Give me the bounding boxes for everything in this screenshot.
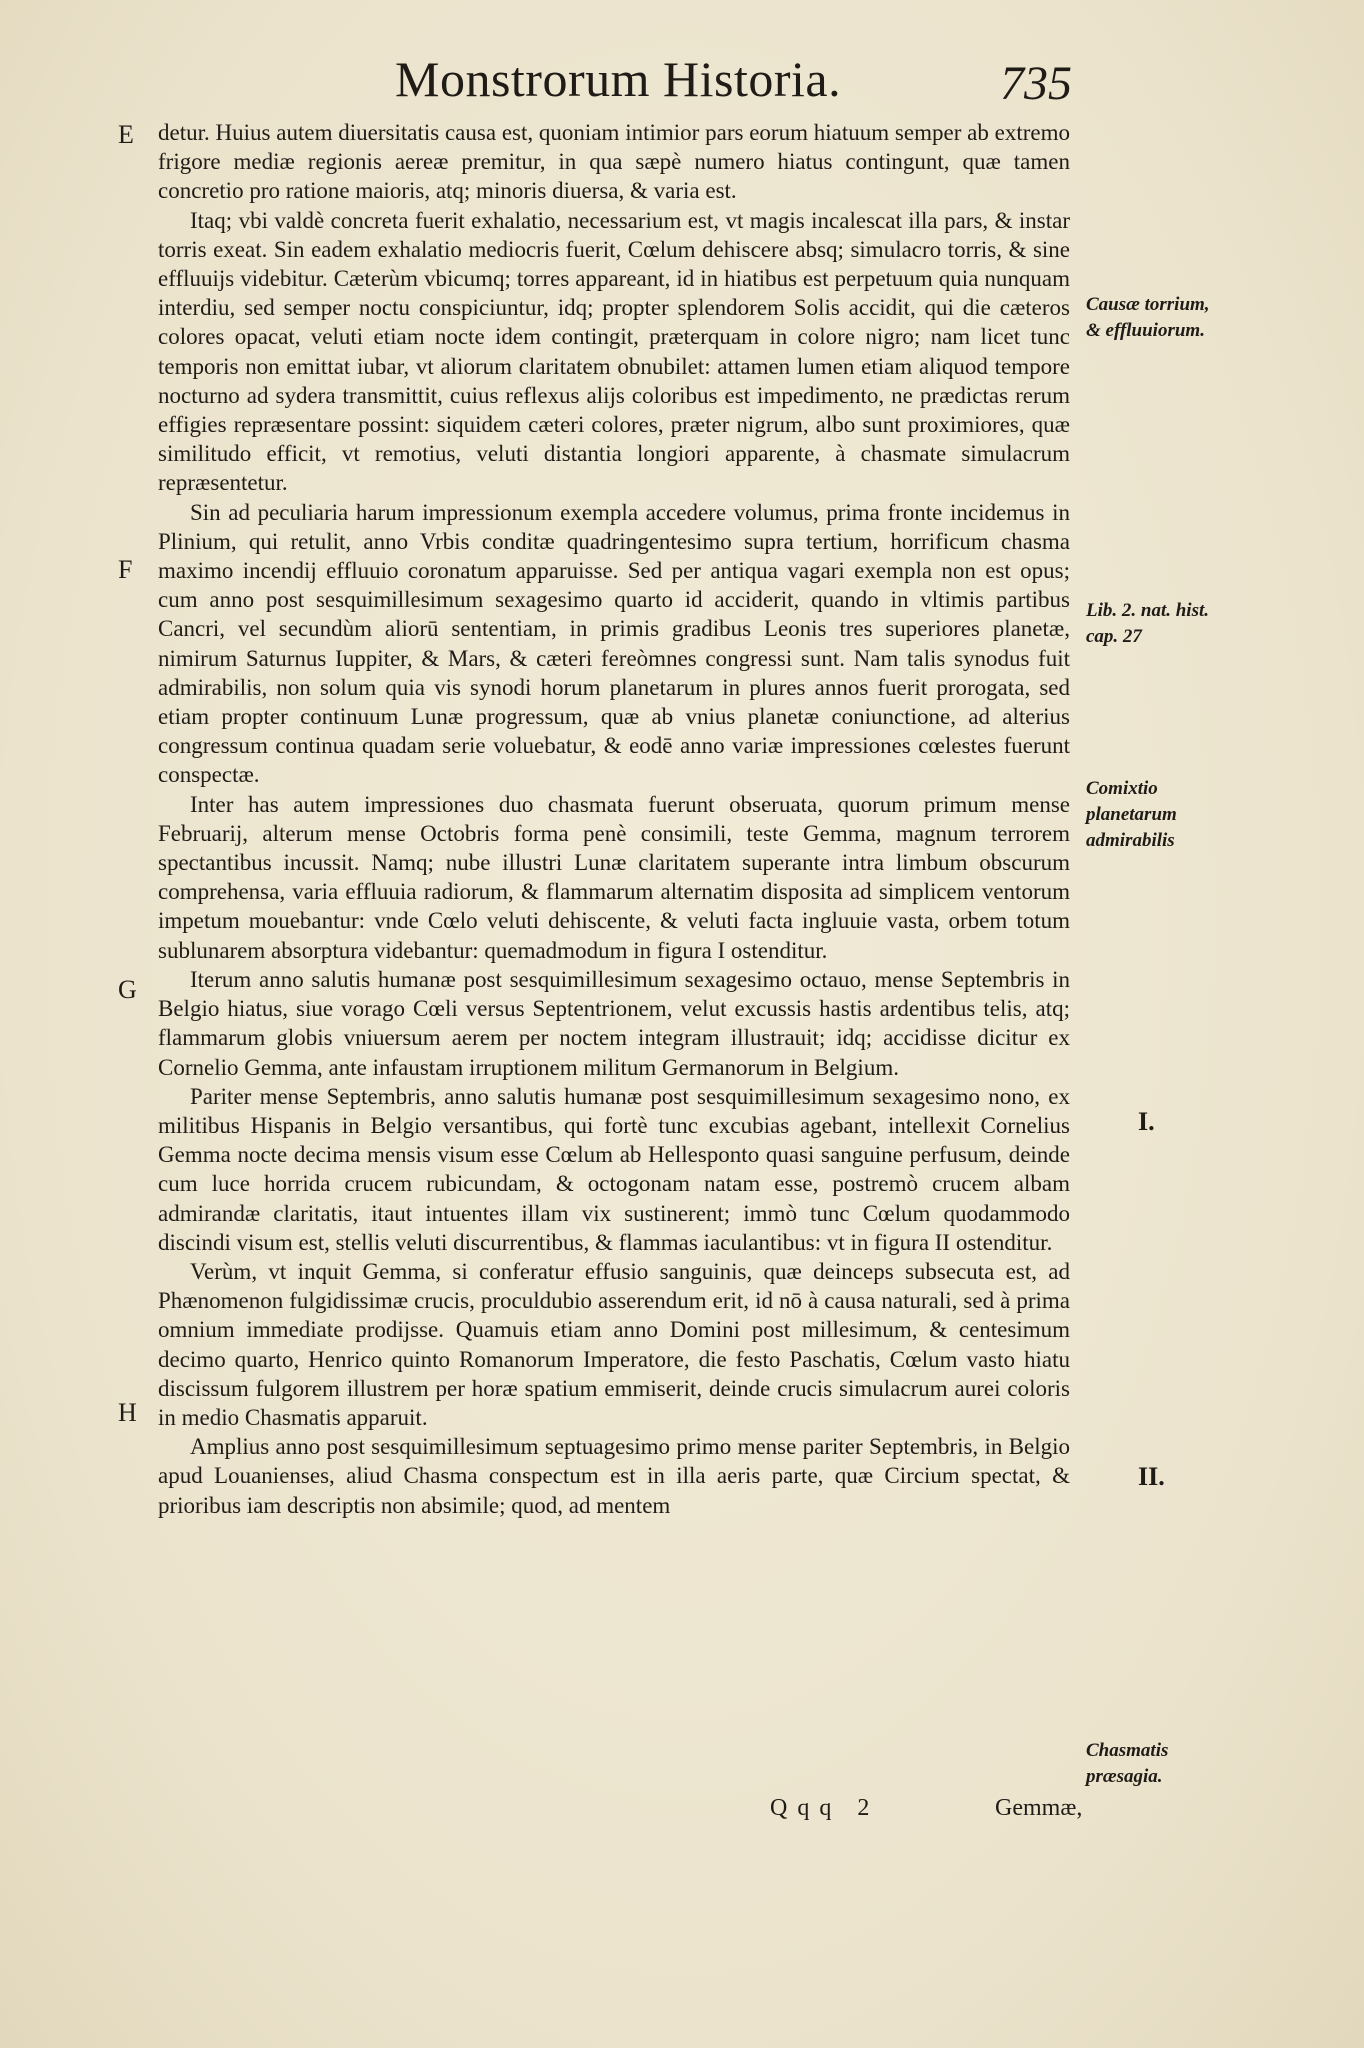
body-text bbox=[158, 118, 1070, 1520]
section-letter-e: E bbox=[118, 120, 134, 149]
paragraph: Itaq; vbi valdè concreta fuerit exhalatio, necessarium est, vt magis incalescat illa pars, & instar torris exeat. Sin eadem exhalatio mediocris fuerit, Cœlum dehiscere absq; simulacro torris, & sine effluuijs videbitur. Cæterùm vbicumq; torres appareant, id in hiatibus est perpetuum quia nunquam interdiu, sed semper noctu conspiciuntur, idq; propter splendorem Solis accidit, qui die cæteros colores opacat, veluti etiam nocte idem contingit, præterquam in colore nigro; nam licet tunc temporis non emittat iubar, vt aliorum claritatem obnubilet: attamen lumen etiam aliquod tempore nocturno ad sydera transmittit, cuius reflexus alijs coloribus est impedimento, ne prædictas rerum effigies repræsentare possint: siquidem cæteri colores, præter nigrum, albo sunt proximiores, quæ similitudo efficit, vt remotius, veluti distantia longiori apparente, à chasmate simulacrum repræsentetur. bbox=[158, 207, 1070, 496]
margin-note: Lib. 2. nat. hist. cap. 27 bbox=[1086, 600, 1209, 647]
paragraph: Iterum anno salutis humanæ post sesquimillesimum sexagesimo octauo, mense Septembris in Belgio hiatus, siue vorago Cœli versus Septentrionem, velut excussis hastis ardentibus telis, atq; flammarum globis vniuersum aerem per noctem integram illustrauit; idq; accidisse dicitur ex Cornelio Gemma, ante infaustam irruptionem militum Germanorum in Belgium. bbox=[158, 966, 1070, 1080]
margin-note: Chasmatis præsagia. bbox=[1086, 1740, 1169, 1787]
figure-reference: II. bbox=[1138, 1462, 1165, 1491]
section-letter-g: G bbox=[118, 975, 137, 1004]
section-letter-h: H bbox=[118, 1398, 137, 1427]
paragraph: Inter has autem impressiones duo chasmata fuerunt obseruata, quorum primum mense Februarij, alterum mense Octobris forma penè consimili, teste Gemma, magnum terrorem spectantibus incussit. Namq; nube illustri Lunæ claritatem superante intra limbum obscurum comprehensa, varia effluuia radiorum, & flammarum alternatim disposita ad simplicem ventorum impetum mouebantur: vnde Cœlo veluti dehiscente, & veluti facta ingluuie vasta, orbem totum sublunarem absorptura videbantur: quemadmodum in figura I ostenditur. bbox=[158, 791, 1070, 963]
section-letter-f: F bbox=[118, 555, 133, 584]
page-number: 735 bbox=[1000, 57, 1072, 110]
paragraph: detur. Huius autem diuersitatis causa est, quoniam intimior pars eorum hiatuum semper ab extremo frigore mediæ regionis aereæ premitur, in qua sæpè numero hiatus contingunt, quæ tamen concretio pro ratione maioris, atq; minoris diuersa, & varia est. bbox=[158, 120, 1070, 204]
paragraph: Verùm, vt inquit Gemma, si conferatur effusio sanguinis, quæ deinceps subsecuta est, ad Phænomenon fulgidissimæ crucis, proculdubio asserendum erit, id nō à causa naturali, sed à prima omnium immediate prodijsse. Quamuis etiam anno Domini post millesimum, & centesimum decimo quarto, Henrico quinto Romanorum Imperatore, die festo Paschatis, Cœlum vasto hiatu discissum fulgorem illustrem per horæ spatium emmiserit, deinde crucis simulacrum aurei coloris in medio Chasmatis apparuit. bbox=[158, 1258, 1070, 1430]
page-footer bbox=[0, 1795, 1364, 1835]
paragraph: Pariter mense Septembris, anno salutis humanæ post sesquimillesimum sexagesimo nono, ex militibus Hispanis in Belgio versantibus, qui fortè tunc excubias agebant, intellexit Cornelius Gemma nocte decima mensis visum esse Cœlum ab Hellesponto quasi sanguine perfusum, deinde cum luce horrida crucem rubicundam, & octogonam natam esse, postremò crucem albam admirandæ claritatis, itaut intuentes illam vix sustinerent; immò tunc Cœlum quodammodo discindi visum est, stellis veluti discurrentibus, & flammas iaculantibus: vt in figura II ostenditur. bbox=[158, 1083, 1070, 1255]
paragraph: Amplius anno post sesquimillesimum septuagesimo primo mense pariter Septembris, in Belgio apud Louanienses, aliud Chasma conspectum est in illa aeris parte, quæ Circium spectat, & prioribus iam descriptis non absimile; quod, ad mentem bbox=[158, 1434, 1070, 1518]
figure-reference: I. bbox=[1138, 1107, 1155, 1136]
margin-note: Causæ torrium, & effluuiorum. bbox=[1086, 294, 1210, 341]
signature-mark: Qqq 2 bbox=[770, 1795, 880, 1821]
running-title: Monstrorum Historia. bbox=[395, 51, 842, 107]
paragraph: Sin ad peculiaria harum impressionum exempla accedere volumus, prima fronte incidemus in Plinium, qui retulit, anno Vrbis conditæ quadringentesimo supra tertium, horrificum chasma maximo incendij effluuio coronatum apparuisse. Sed per antiqua vagari exempla non est opus; cum anno post sesquimillesimum sexagesimo quarto id acciderit, quando in vltimis partibus Cancri, vel secundùm aliorū sententiam, in primis gradibus Leonis tres superiores planetæ, nimirum Saturnus Iuppiter, & Mars, & cæteri fereòmnes congressi sunt. Nam talis synodus fuit admirabilis, non solum quia vis synodi horum planetarum in plures annos fuerit prorogata, sed etiam propter continuum Lunæ progressum, quæ ab vnius planetæ coniunctione, ad alterius congressum continua quadam serie voluebatur, & eodē anno variæ impressiones cœlestes fuerunt conspectæ. bbox=[158, 499, 1070, 788]
margin-note: Comixtio planetarum admirabilis bbox=[1086, 778, 1177, 851]
catchword: Gemmæ, bbox=[995, 1795, 1083, 1821]
